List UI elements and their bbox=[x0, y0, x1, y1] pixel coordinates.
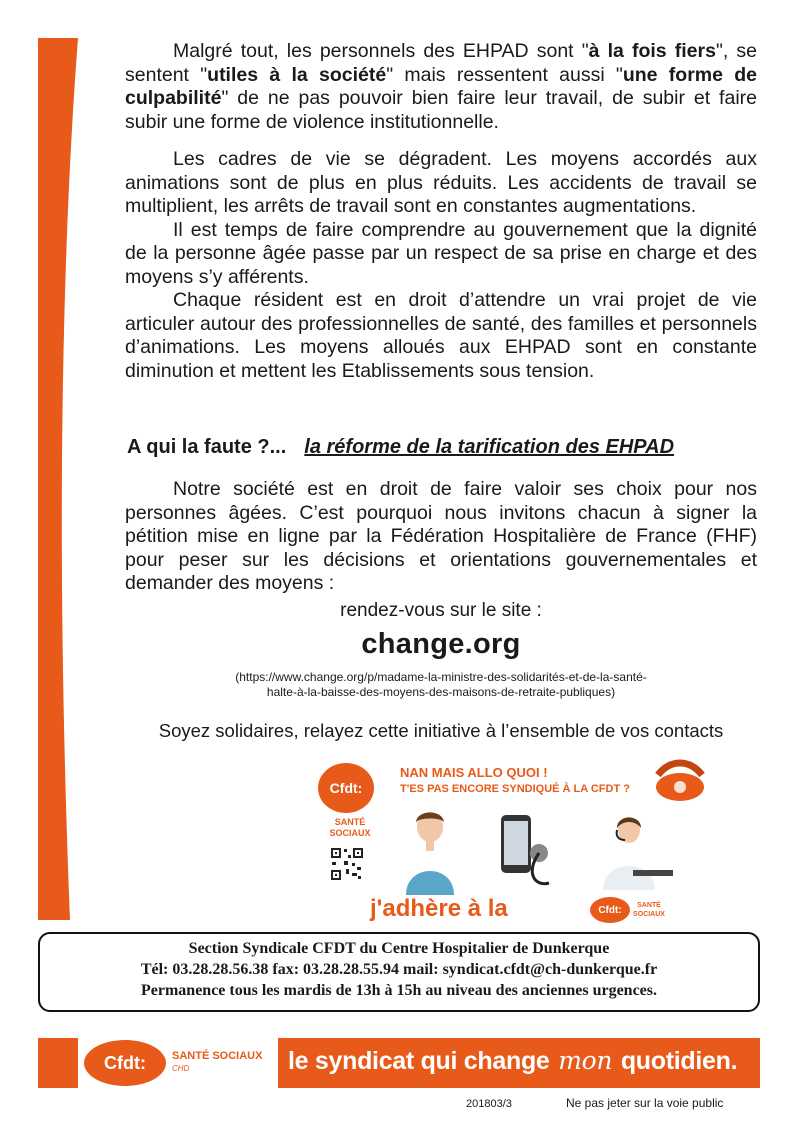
ad-join-text: j'adhère à la bbox=[370, 895, 508, 922]
section-heading bbox=[127, 436, 757, 459]
emphasis-culpabilite: une forme de culpabilité bbox=[125, 63, 757, 109]
body-text-top bbox=[125, 40, 757, 383]
phone-stethoscope-illustration bbox=[495, 813, 555, 891]
union-contact-box bbox=[38, 932, 760, 1012]
emphasis-utiles: utiles à la société bbox=[207, 63, 387, 86]
petition-url[interactable]: (https://www.change.org/p/madame-la-ministre-des-solidarités-et-de-la-santé- halte-à-la-baisse-des-moyens-des-maisons-de-retraite-publiques) bbox=[235, 670, 647, 699]
litter-notice: Ne pas jeter sur la voie public bbox=[566, 1096, 724, 1110]
paragraph-5: Notre société est en droit de faire valoir ses choix pour nos personnes âgées. C’est pourquoi nous invitons chacun à signer la pétition mise en ligne par la Fédération Hospitalière de France (FHF) pour peser sur les décisions et orientations gouvernementales et demander des moyens : bbox=[125, 478, 757, 594]
paragraph-1: Malgré tout, les personnels des EHPAD sont "à la fois fiers", se sentent "utiles à la société" mais ressentent aussi "une forme de culpabilité" de ne pas pouvoir bien faire leur travail, de subir et faire subir une forme de violence institutionnelle. bbox=[125, 40, 757, 133]
banner-sante-label: SANTÉ SOCIAUX bbox=[172, 1050, 263, 1062]
paragraph-3: Il est temps de faire comprendre au gouvernement que la dignité de la personne âgée passe par un respect de sa prise en charge et des moyens s’y afférents. bbox=[125, 218, 757, 288]
banner-tagline: le syndicat qui change mon quotidien. bbox=[288, 1046, 738, 1075]
banner-chd-label: CHD bbox=[172, 1064, 190, 1073]
banner-cfdt-logo: Cfdt: bbox=[84, 1040, 166, 1086]
ad-slogan-main: NAN MAIS ALLO QUOI ! bbox=[400, 765, 548, 780]
heading-reform-link[interactable]: la réforme de la tarification des EHPAD bbox=[304, 436, 675, 458]
body-text-bottom bbox=[125, 478, 757, 596]
contact-phone-fax-mail: Tél: 03.28.28.56.38 fax: 03.28.28.55.94 mail: syndicat.cfdt@ch-dunkerque.fr bbox=[140, 961, 658, 978]
contact-section-name: Section Syndicale CFDT du Centre Hospitalier de Dunkerque bbox=[188, 940, 610, 957]
qr-code-icon bbox=[330, 847, 364, 881]
cfdt-membership-ad bbox=[310, 755, 710, 927]
ad-sante-label: SANTÉ SOCIAUX bbox=[329, 817, 371, 838]
solidarity-text: Soyez solidaires, relayez cette initiative à l’ensemble de vos contacts bbox=[158, 720, 724, 741]
ad-join-sante-label: SANTÉ SOCIAUX bbox=[633, 902, 665, 918]
telephone-icon bbox=[650, 757, 708, 803]
nurse-illustration bbox=[400, 805, 460, 895]
ad-slogan-sub: T'ES PAS ENCORE SYNDIQUÉ À LA CFDT ? bbox=[400, 783, 630, 795]
banner-logo-area bbox=[78, 1032, 278, 1094]
cfdt-footer-banner bbox=[38, 1038, 760, 1088]
paragraph-2: Les cadres de vie se dégradent. Les moyens accordés aux animations sont de plus en plus réduits. Les accidents de travail se multiplient, les arrêts de travail sont en constantes augmentations. bbox=[125, 148, 757, 217]
visit-label: rendez-vous sur le site : bbox=[340, 600, 542, 621]
heading-question: A qui la faute ?... bbox=[127, 436, 287, 458]
petition-site-link[interactable]: change.org bbox=[361, 628, 521, 660]
paragraph-4: Chaque résident est en droit d’attendre un vrai projet de vie articuler autour des professionnelles de santé, des familles et personnels d’animations. Les moyens alloués aux EHPAD sont en constante diminution et mettent les Etablissements sous tension. bbox=[125, 289, 757, 382]
contact-hours: Permanence tous les mardis de 13h à 15h au niveau des anciennes urgences. bbox=[141, 982, 657, 999]
call-operator-illustration bbox=[595, 810, 675, 895]
cfdt-logo: Cfdt: bbox=[318, 763, 374, 813]
emphasis-fiers: à la fois fiers bbox=[588, 40, 716, 62]
ad-join-cfdt-logo: Cfdt: bbox=[590, 897, 630, 923]
document-reference: 201803/3 bbox=[466, 1098, 512, 1110]
